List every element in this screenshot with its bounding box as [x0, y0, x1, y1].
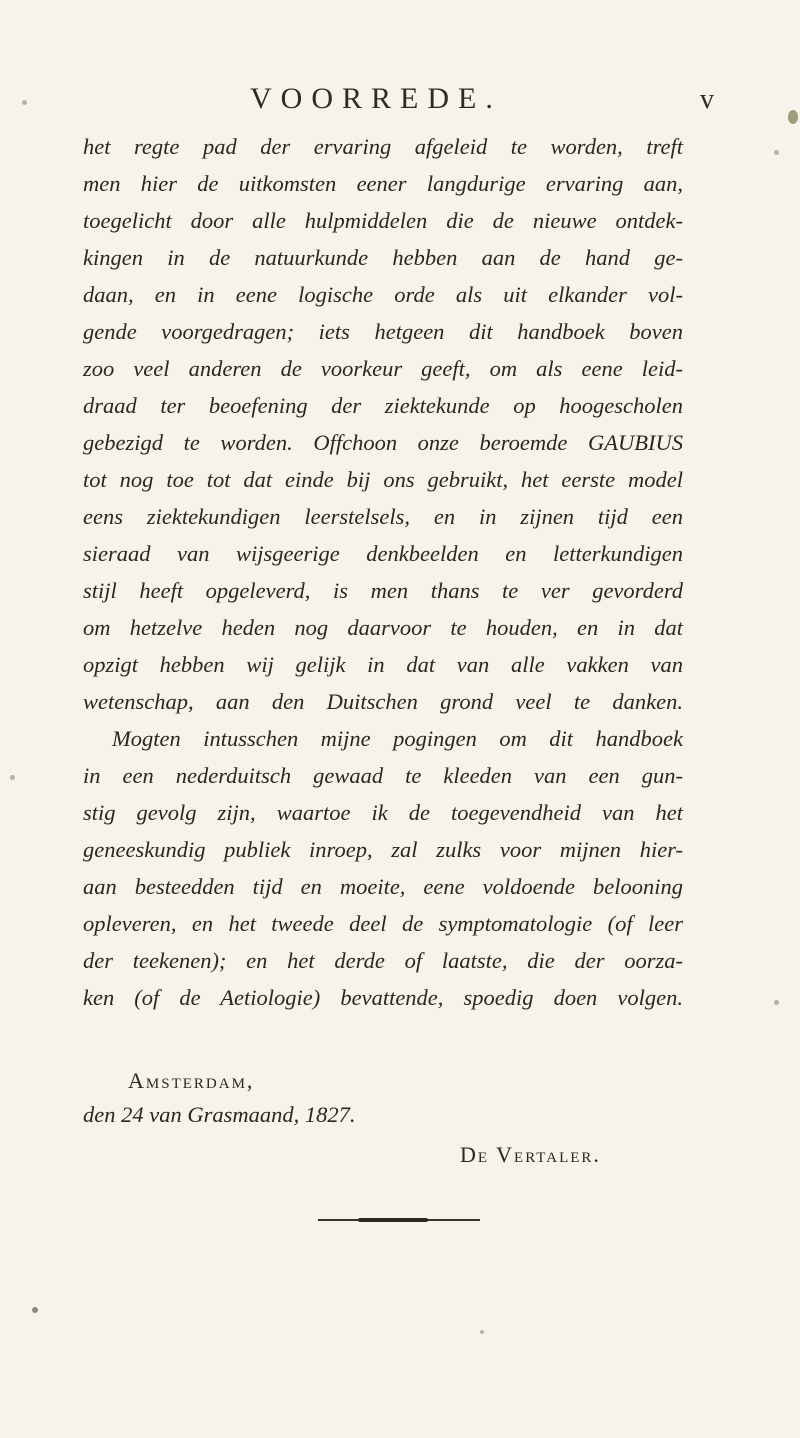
- page-number: v: [700, 84, 714, 115]
- text-line: daan, en in eene logische orde als uit elkander vol-: [83, 282, 683, 307]
- text-line: gebezigd te worden. Offchoon onze beroemde GAUBIUS: [83, 430, 683, 455]
- paper-spot: [480, 1330, 484, 1334]
- text-line: in een nederduitsch gewaad te kleeden van een gun-: [83, 763, 683, 788]
- text-line: stig gevolg zijn, waartoe ik de toegevendheid van het: [83, 800, 683, 825]
- text-line: draad ter beoefening der ziektekunde op hoogescholen: [83, 393, 683, 418]
- paper-spot: [774, 150, 779, 155]
- text-line: der teekenen); en het derde of laatste, die der oorza-: [83, 948, 683, 973]
- running-title: VOORREDE.: [250, 82, 502, 115]
- ornamental-rule: [318, 1219, 480, 1221]
- signature: De Vertaler.: [460, 1142, 601, 1167]
- text-line: geneeskundig publiek inroep, zal zulks voor mijnen hier-: [83, 837, 683, 862]
- text-line: men hier de uitkomsten eener langdurige ervaring aan,: [83, 171, 683, 196]
- text-line: toegelicht door alle hulpmiddelen die de nieuwe ontdek-: [83, 208, 683, 233]
- paper-spot: [10, 775, 15, 780]
- text-line: sieraad van wijsgeerige denkbeelden en letterkundigen: [83, 541, 683, 566]
- text-line: aan besteedden tijd en moeite, eene voldoende belooning: [83, 874, 683, 899]
- text-line: ken (of de Aetiologie) bevattende, spoedig doen volgen.: [83, 985, 683, 1010]
- preface-body: [83, 128, 683, 1016]
- date-line: den 24 van Grasmaand, 1827.: [83, 1102, 356, 1127]
- text-line: het regte pad der ervaring afgeleid te worden, treft: [83, 134, 683, 159]
- text-line: opzigt hebben wij gelijk in dat van alle vakken van: [83, 652, 683, 677]
- text-line: wetenschap, aan den Duitschen grond veel te danken.: [83, 689, 683, 714]
- place-line: Amsterdam,: [128, 1068, 255, 1093]
- text-line: stijl heeft opgeleverd, is men thans te ver gevorderd: [83, 578, 683, 603]
- paper-spot: [774, 1000, 779, 1005]
- paper-spot: [788, 110, 798, 124]
- text-line: tot nog toe tot dat einde bij ons gebruikt, het eerste model: [83, 467, 683, 492]
- paper-spot: [22, 100, 27, 105]
- text-line: opleveren, en het tweede deel de symptomatologie (of leer: [83, 911, 683, 936]
- text-line: eens ziektekundigen leerstelsels, en in zijnen tijd een: [83, 504, 683, 529]
- text-line: gende voorgedragen; iets hetgeen dit handboek boven: [83, 319, 683, 344]
- text-line: om hetzelve heden nog daarvoor te houden, en in dat: [83, 615, 683, 640]
- text-line: Mogten intusschen mijne pogingen om dit handboek: [112, 726, 683, 751]
- paper-spot: [32, 1307, 38, 1313]
- page-header: [0, 82, 800, 122]
- text-line: zoo veel anderen de voorkeur geeft, om als eene leid-: [83, 356, 683, 381]
- text-line: kingen in de natuurkunde hebben aan de hand ge-: [83, 245, 683, 270]
